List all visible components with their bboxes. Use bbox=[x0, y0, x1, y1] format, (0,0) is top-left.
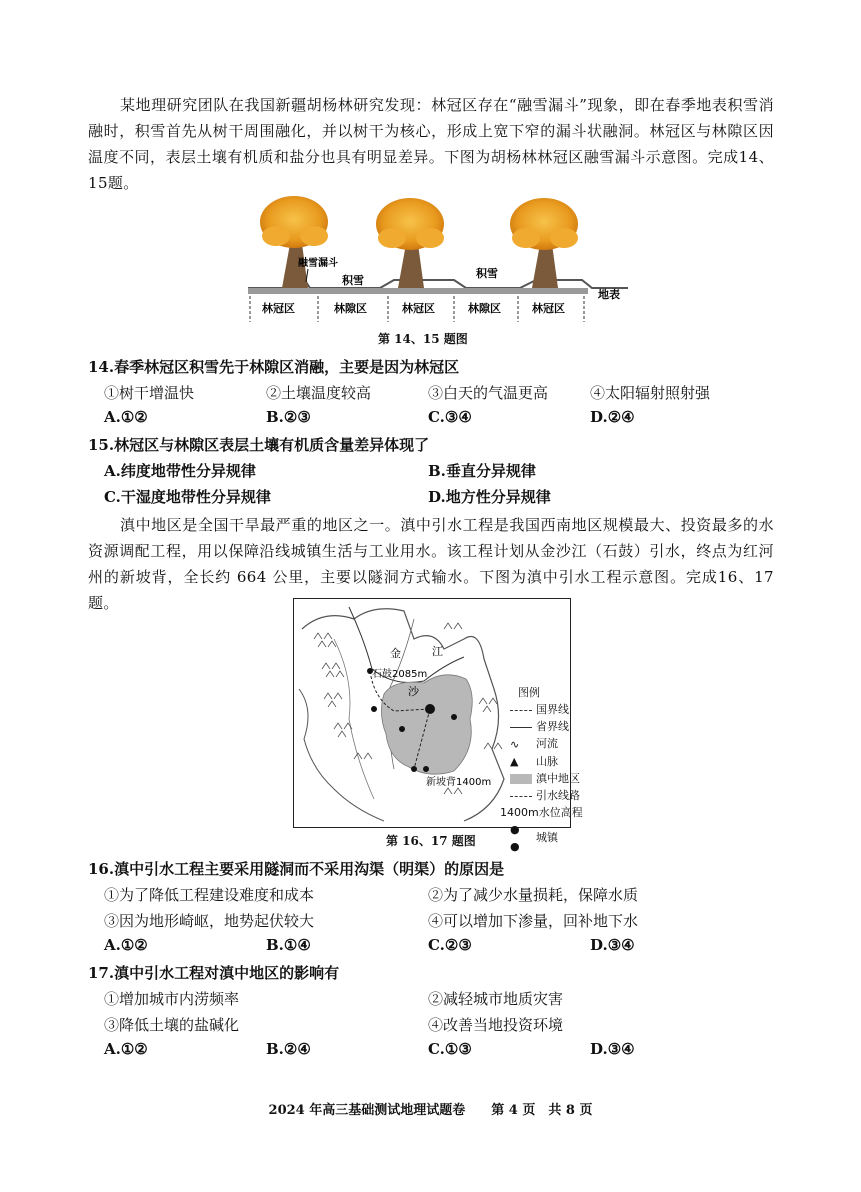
q14-option-a[interactable]: A.①② bbox=[104, 408, 148, 426]
shigu-label: 石鼓2085m bbox=[372, 669, 428, 680]
q16-option-c[interactable]: C.②③ bbox=[428, 936, 472, 954]
q16-item-2: ②为了减少水量损耗，保障水质 bbox=[428, 886, 639, 904]
river-char-2: 江 bbox=[432, 645, 443, 658]
tree-2 bbox=[376, 198, 444, 288]
question-16-options bbox=[104, 936, 784, 958]
q17-item-4: ④改善当地投资环境 bbox=[428, 1016, 564, 1034]
question-17-items-row2 bbox=[104, 1014, 784, 1036]
question-16-items-row2 bbox=[104, 910, 784, 932]
tree-1 bbox=[260, 196, 328, 288]
legend-item-town: ● ●城镇 bbox=[510, 823, 558, 853]
q15-option-c[interactable]: C.干湿度地带性分异规律 bbox=[104, 488, 271, 506]
funnel-label: 融雪漏斗 bbox=[298, 258, 338, 269]
q14-item-2: ②土壤温度较高 bbox=[266, 384, 372, 402]
q15-option-d[interactable]: D.地方性分异规律 bbox=[428, 488, 551, 506]
question-17-items-row1 bbox=[104, 988, 784, 1010]
q17-option-c[interactable]: C.①③ bbox=[428, 1040, 472, 1058]
q14-option-c[interactable]: C.③④ bbox=[428, 408, 472, 426]
river-char-1: 金 bbox=[390, 647, 401, 660]
question-17-stem: 17.滇中引水工程对滇中地区的影响有 bbox=[88, 964, 340, 982]
figure-caption-14-15: 第 14、15 题图 bbox=[378, 332, 468, 346]
zone-label-2: 林隙区 bbox=[334, 302, 367, 315]
q16-item-4: ④可以增加下渗量，回补地下水 bbox=[428, 912, 639, 930]
mountain-icon: ▲ bbox=[510, 755, 519, 768]
snow-funnel-figure bbox=[248, 192, 628, 328]
river-char-3: 沙 bbox=[408, 685, 419, 698]
intro-paragraph-16-17: 滇中地区是全国干旱最严重的地区之一。滇中引水工程是我国西南地区规模最大、投资最多的水资源调配工程，用以保障沿线城镇生活与工业用水。该工程计划从金沙江（石鼓）引水，终点为红河州的新坡背，全长约 664 公里，主要以隧洞方式输水。下图为滇中引水工程示意图。完成16、17题。 bbox=[88, 516, 774, 612]
question-15-options-row1 bbox=[104, 460, 784, 482]
legend-item-route: 引水线路 bbox=[510, 787, 583, 804]
legend-item-river: ∿ 河流 bbox=[510, 737, 558, 751]
q14-item-3: ③白天的气温更高 bbox=[428, 384, 549, 402]
q17-option-b[interactable]: B.②④ bbox=[266, 1040, 311, 1058]
q15-option-b[interactable]: B.垂直分异规律 bbox=[428, 462, 536, 480]
q17-option-d[interactable]: D.③④ bbox=[590, 1040, 635, 1058]
map-legend bbox=[500, 684, 583, 855]
question-14-stem: 14.春季林冠区积雪先于林隙区消融，主要是因为林冠区 bbox=[88, 358, 460, 376]
q15-option-a[interactable]: A.纬度地带性分异规律 bbox=[104, 462, 256, 480]
zone-label-3: 林冠区 bbox=[402, 302, 435, 315]
intro-paragraph-14-15: 某地理研究团队在我国新疆胡杨林研究发现：林冠区存在“融雪漏斗”现象，即在春季地表积雪消融时，积雪首先从树干周围融化，并以树干为核心，形成上宽下窄的漏斗状融洞。林冠区与林隙区因温度不同，表层土壤有机质和盐分也具有明显差异。下图为胡杨林林冠区融雪漏斗示意图。完成14、15题。 bbox=[88, 96, 774, 192]
legend-title: 图例 bbox=[518, 686, 540, 699]
figure-caption-16-17: 第 16、17 题图 bbox=[386, 834, 476, 848]
legend-item-mountain: ▲ 山脉 bbox=[510, 754, 558, 768]
zone-label-4: 林隙区 bbox=[468, 302, 501, 315]
tree-3 bbox=[510, 198, 578, 288]
legend-item-region: 滇中地区 bbox=[510, 770, 583, 787]
zone-label-5: 林冠区 bbox=[532, 302, 565, 315]
q14-option-b[interactable]: B.②③ bbox=[266, 408, 311, 426]
zone-label-1: 林冠区 bbox=[262, 302, 295, 315]
dot-icon: ● ● bbox=[510, 823, 520, 853]
legend-item-province: 省界线 bbox=[510, 718, 583, 735]
q16-item-1: ①为了降低工程建设难度和成本 bbox=[104, 886, 315, 904]
q14-item-4: ④太阳辐射照射强 bbox=[590, 384, 711, 402]
q14-option-d[interactable]: D.②④ bbox=[590, 408, 635, 426]
dianzhong-region bbox=[381, 675, 472, 774]
q16-option-b[interactable]: B.①④ bbox=[266, 936, 311, 954]
question-15-options-row2 bbox=[104, 486, 784, 508]
q17-item-1: ①增加城市内涝频率 bbox=[104, 990, 240, 1008]
legend-item-elevation: 1400m水位高程 bbox=[500, 806, 583, 819]
surface-label: 地表 bbox=[598, 288, 620, 301]
q17-option-a[interactable]: A.①② bbox=[104, 1040, 148, 1058]
xinpobei-label: 新坡背1400m bbox=[426, 777, 492, 788]
snow-label-2: 积雪 bbox=[476, 267, 498, 280]
q16-option-d[interactable]: D.③④ bbox=[590, 936, 635, 954]
question-15-stem: 15.林冠区与林隙区表层土壤有机质含量差异体现了 bbox=[88, 436, 430, 454]
q17-item-2: ②减轻城市地质灾害 bbox=[428, 990, 564, 1008]
question-14-options bbox=[104, 408, 784, 430]
question-14-items bbox=[104, 382, 784, 404]
question-16-stem: 16.滇中引水工程主要采用隧洞而不采用沟渠（明渠）的原因是 bbox=[88, 860, 505, 878]
page-footer: 2024 年高三基础测试地理试题卷 第 4 页 共 8 页 bbox=[268, 1103, 593, 1118]
q16-option-a[interactable]: A.①② bbox=[104, 936, 148, 954]
question-17-options bbox=[104, 1040, 784, 1062]
legend-item-border: 国界线 bbox=[510, 701, 583, 718]
q17-item-3: ③降低土壤的盐碱化 bbox=[104, 1016, 240, 1034]
question-16-items-row1 bbox=[104, 884, 784, 906]
snow-label-1: 积雪 bbox=[342, 274, 364, 287]
q16-item-3: ③因为地形崎岖，地势起伏较大 bbox=[104, 912, 315, 930]
q14-item-1: ①树干增温快 bbox=[104, 384, 195, 402]
